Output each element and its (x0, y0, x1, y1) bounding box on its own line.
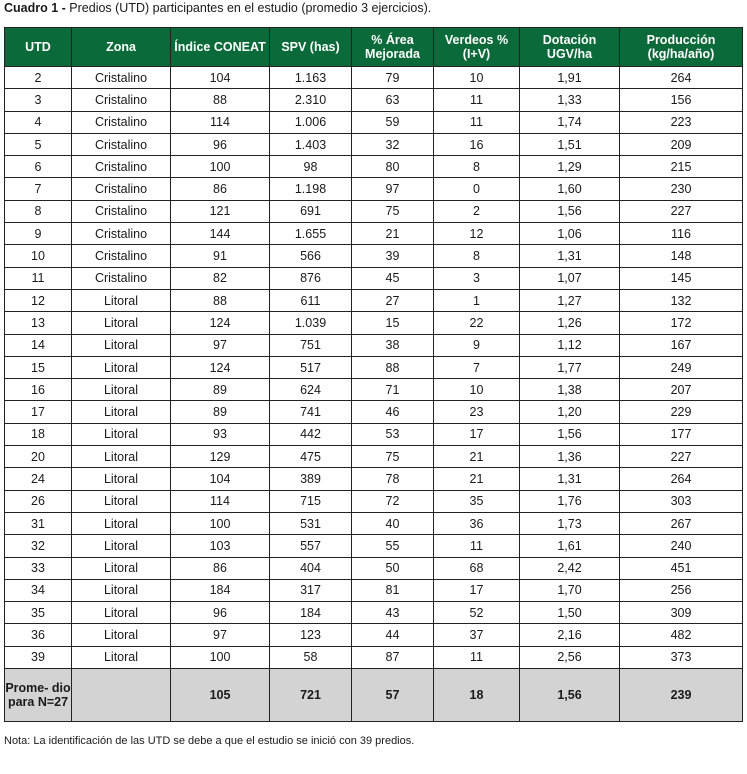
table-cell: 86 (171, 557, 270, 579)
table-cell: 79 (352, 67, 434, 89)
table-cell: 31 (5, 512, 72, 534)
table-cell: 2 (434, 200, 520, 222)
table-cell: 100 (171, 646, 270, 668)
table-cell: 1,91 (520, 67, 620, 89)
table-cell: Litoral (72, 446, 171, 468)
table-cell: 227 (620, 200, 743, 222)
table-cell: Litoral (72, 423, 171, 445)
average-cell: 1,56 (520, 669, 620, 722)
table-cell: 88 (171, 289, 270, 311)
table-cell: 34 (5, 579, 72, 601)
table-cell: 249 (620, 356, 743, 378)
table-cell: Litoral (72, 379, 171, 401)
table-row (5, 334, 743, 356)
table-cell: 114 (171, 490, 270, 512)
table-cell: 389 (270, 468, 352, 490)
table-cell: 32 (5, 535, 72, 557)
table-cell: 36 (5, 624, 72, 646)
header-cell: Verdeos % (I+V) (434, 28, 520, 67)
table-cell: 209 (620, 133, 743, 155)
average-cell: 721 (270, 669, 352, 722)
table-cell: 132 (620, 289, 743, 311)
average-cell (72, 669, 171, 722)
table-cell: 566 (270, 245, 352, 267)
table-cell: 124 (171, 312, 270, 334)
table-cell: 21 (434, 446, 520, 468)
table-cell: 10 (434, 67, 520, 89)
table-cell: 75 (352, 200, 434, 222)
table-cell: 98 (270, 156, 352, 178)
table-cell: 80 (352, 156, 434, 178)
table-cell: Cristalino (72, 67, 171, 89)
table-cell: 52 (434, 602, 520, 624)
table-cell: Cristalino (72, 178, 171, 200)
table-cell: 691 (270, 200, 352, 222)
table-cell: 39 (5, 646, 72, 668)
caption-text: Predios (UTD) participantes en el estudio (promedio 3 ejercicios). (65, 1, 432, 15)
table-cell: 7 (5, 178, 72, 200)
table-cell: 1,31 (520, 468, 620, 490)
table-cell: 145 (620, 267, 743, 289)
table-cell: 23 (434, 401, 520, 423)
table-cell: 267 (620, 512, 743, 534)
header-cell: Dotación UGV/ha (520, 28, 620, 67)
average-cell: 105 (171, 669, 270, 722)
table-row (5, 223, 743, 245)
table-cell: 207 (620, 379, 743, 401)
header-row (5, 28, 743, 67)
table-cell: Cristalino (72, 89, 171, 111)
table-cell: 475 (270, 446, 352, 468)
table-cell: Litoral (72, 490, 171, 512)
table-cell: 3 (434, 267, 520, 289)
table-cell: 751 (270, 334, 352, 356)
average-cell: Prome- dio para N=27 (5, 669, 72, 722)
header-cell: SPV (has) (270, 28, 352, 67)
table-cell: Litoral (72, 602, 171, 624)
table-cell: 17 (5, 401, 72, 423)
table-cell: 1.006 (270, 111, 352, 133)
table-cell: 1.039 (270, 312, 352, 334)
table-cell: 12 (5, 289, 72, 311)
table-cell: 5 (5, 133, 72, 155)
table-cell: 11 (434, 535, 520, 557)
table-cell: 103 (171, 535, 270, 557)
table-row (5, 624, 743, 646)
table-cell: 317 (270, 579, 352, 601)
average-row (5, 669, 743, 722)
table-cell: Litoral (72, 535, 171, 557)
table-cell: Litoral (72, 468, 171, 490)
table-cell: 15 (352, 312, 434, 334)
table-row (5, 156, 743, 178)
table-cell: 172 (620, 312, 743, 334)
table-cell: 17 (434, 423, 520, 445)
table-cell: 148 (620, 245, 743, 267)
table-row (5, 512, 743, 534)
table-cell: 229 (620, 401, 743, 423)
table-cell: 20 (5, 446, 72, 468)
table-cell: 88 (171, 89, 270, 111)
table-row (5, 401, 743, 423)
header-cell: % Área Mejorada (352, 28, 434, 67)
table-cell: Litoral (72, 512, 171, 534)
table-cell: 71 (352, 379, 434, 401)
table-cell: 100 (171, 512, 270, 534)
table-cell: 40 (352, 512, 434, 534)
table-cell: 96 (171, 602, 270, 624)
average-cell: 239 (620, 669, 743, 722)
header-cell: Zona (72, 28, 171, 67)
table-cell: 177 (620, 423, 743, 445)
table-cell: 223 (620, 111, 743, 133)
table-cell: 2,16 (520, 624, 620, 646)
table-caption (4, 0, 431, 16)
table-cell: 1,06 (520, 223, 620, 245)
header-cell: Producción (kg/ha/año) (620, 28, 743, 67)
table-cell: 0 (434, 178, 520, 200)
table-row (5, 200, 743, 222)
table-cell: Cristalino (72, 111, 171, 133)
header-cell: UTD (5, 28, 72, 67)
table-row (5, 111, 743, 133)
table-row (5, 646, 743, 668)
table-cell: 37 (434, 624, 520, 646)
table-cell: 215 (620, 156, 743, 178)
table-row (5, 490, 743, 512)
table-cell: 82 (171, 267, 270, 289)
table-cell: 8 (434, 156, 520, 178)
table-cell: 46 (352, 401, 434, 423)
table-cell: Cristalino (72, 245, 171, 267)
table-row (5, 602, 743, 624)
table-cell: 309 (620, 602, 743, 624)
table-cell: 87 (352, 646, 434, 668)
table-cell: 93 (171, 423, 270, 445)
table-cell: 21 (434, 468, 520, 490)
table-cell: 1,31 (520, 245, 620, 267)
table-cell: 50 (352, 557, 434, 579)
table-cell: 24 (5, 468, 72, 490)
table-cell: 1,70 (520, 579, 620, 601)
table-cell: 53 (352, 423, 434, 445)
table-cell: 43 (352, 602, 434, 624)
table-cell: 1,36 (520, 446, 620, 468)
table-cell: 227 (620, 446, 743, 468)
table-cell: 1.198 (270, 178, 352, 200)
table-cell: 72 (352, 490, 434, 512)
table-cell: 264 (620, 468, 743, 490)
table-cell: 11 (434, 646, 520, 668)
table-cell: 6 (5, 156, 72, 178)
table-row (5, 535, 743, 557)
table-row (5, 579, 743, 601)
table-cell: Litoral (72, 646, 171, 668)
table-cell: 404 (270, 557, 352, 579)
table-cell: 184 (270, 602, 352, 624)
table-cell: 17 (434, 579, 520, 601)
table-cell: 36 (434, 512, 520, 534)
table-cell: 715 (270, 490, 352, 512)
table-cell: 12 (434, 223, 520, 245)
table-row (5, 267, 743, 289)
table-cell: 39 (352, 245, 434, 267)
table-cell: 10 (5, 245, 72, 267)
table-cell: 27 (352, 289, 434, 311)
table-cell: 303 (620, 490, 743, 512)
table-cell: 1,33 (520, 89, 620, 111)
table-cell: Litoral (72, 557, 171, 579)
table-cell: 13 (5, 312, 72, 334)
table-cell: 2 (5, 67, 72, 89)
table-cell: 482 (620, 624, 743, 646)
table-cell: 624 (270, 379, 352, 401)
table-cell: 45 (352, 267, 434, 289)
table-cell: 1,50 (520, 602, 620, 624)
average-cell: 18 (434, 669, 520, 722)
table-cell: 1.163 (270, 67, 352, 89)
table-cell: 1,77 (520, 356, 620, 378)
table-row (5, 379, 743, 401)
table-cell: 116 (620, 223, 743, 245)
table-cell: 11 (5, 267, 72, 289)
table-cell: 7 (434, 356, 520, 378)
data-table (4, 27, 743, 722)
table-row (5, 356, 743, 378)
table-cell: Litoral (72, 401, 171, 423)
table-cell: 59 (352, 111, 434, 133)
table-cell: Cristalino (72, 156, 171, 178)
table-row (5, 557, 743, 579)
table-cell: 240 (620, 535, 743, 557)
table-cell: 89 (171, 401, 270, 423)
table-cell: 97 (352, 178, 434, 200)
table-cell: 1.403 (270, 133, 352, 155)
table-cell: 86 (171, 178, 270, 200)
table-cell: 373 (620, 646, 743, 668)
table-cell: 63 (352, 89, 434, 111)
table-cell: Litoral (72, 356, 171, 378)
table-cell: 167 (620, 334, 743, 356)
table-cell: 96 (171, 133, 270, 155)
table-cell: 121 (171, 200, 270, 222)
table-cell: 75 (352, 446, 434, 468)
table-row (5, 89, 743, 111)
table-cell: 10 (434, 379, 520, 401)
table-cell: 1,73 (520, 512, 620, 534)
table-cell: 156 (620, 89, 743, 111)
table-cell: 35 (5, 602, 72, 624)
table-cell: 1,76 (520, 490, 620, 512)
table-cell: 4 (5, 111, 72, 133)
table-row (5, 423, 743, 445)
table-cell: 104 (171, 468, 270, 490)
table-cell: 16 (5, 379, 72, 401)
table-cell: 114 (171, 111, 270, 133)
table-cell: 14 (5, 334, 72, 356)
table-cell: 8 (5, 200, 72, 222)
table-cell: 44 (352, 624, 434, 646)
table-cell: 741 (270, 401, 352, 423)
table-cell: Litoral (72, 334, 171, 356)
table-cell: 2.310 (270, 89, 352, 111)
table-cell: 1,56 (520, 200, 620, 222)
table-cell: 88 (352, 356, 434, 378)
table-cell: 2,42 (520, 557, 620, 579)
table-cell: 8 (434, 245, 520, 267)
table-cell: 1,38 (520, 379, 620, 401)
table-cell: 97 (171, 334, 270, 356)
table-cell: 97 (171, 624, 270, 646)
table-cell: 22 (434, 312, 520, 334)
table-cell: 1,61 (520, 535, 620, 557)
table-row (5, 133, 743, 155)
table-cell: 32 (352, 133, 434, 155)
average-cell: 57 (352, 669, 434, 722)
table-cell: 78 (352, 468, 434, 490)
table-cell: 264 (620, 67, 743, 89)
table-cell: 3 (5, 89, 72, 111)
table-cell: 2,56 (520, 646, 620, 668)
table-cell: 33 (5, 557, 72, 579)
table-cell: 35 (434, 490, 520, 512)
table-cell: Litoral (72, 624, 171, 646)
table-cell: 21 (352, 223, 434, 245)
table-cell: 11 (434, 89, 520, 111)
table-row (5, 468, 743, 490)
table-cell: Cristalino (72, 133, 171, 155)
table-cell: 1,26 (520, 312, 620, 334)
table-cell: 123 (270, 624, 352, 646)
table-cell: 89 (171, 379, 270, 401)
table-cell: 1,60 (520, 178, 620, 200)
table-cell: 611 (270, 289, 352, 311)
header-cell: Índice CONEAT (171, 28, 270, 67)
table-row (5, 312, 743, 334)
table-cell: Litoral (72, 289, 171, 311)
table-cell: 184 (171, 579, 270, 601)
table-cell: 1,74 (520, 111, 620, 133)
table-cell: 15 (5, 356, 72, 378)
table-cell: 38 (352, 334, 434, 356)
table-cell: 81 (352, 579, 434, 601)
table-cell: 451 (620, 557, 743, 579)
table-cell: 16 (434, 133, 520, 155)
table-cell: 230 (620, 178, 743, 200)
table-cell: 531 (270, 512, 352, 534)
table-cell: Litoral (72, 312, 171, 334)
table-row (5, 289, 743, 311)
table-cell: Litoral (72, 579, 171, 601)
table-cell: Cristalino (72, 200, 171, 222)
table-cell: 256 (620, 579, 743, 601)
table-cell: 1,51 (520, 133, 620, 155)
table-cell: 1,27 (520, 289, 620, 311)
table-cell: 58 (270, 646, 352, 668)
table-row (5, 245, 743, 267)
table-cell: 18 (5, 423, 72, 445)
table-cell: 557 (270, 535, 352, 557)
caption-label: Cuadro 1 - (4, 1, 66, 15)
table-cell: 100 (171, 156, 270, 178)
table-cell: 1,07 (520, 267, 620, 289)
table-cell: 55 (352, 535, 434, 557)
table-cell: 1,12 (520, 334, 620, 356)
table-cell: 11 (434, 111, 520, 133)
table-cell: 1.655 (270, 223, 352, 245)
table-row (5, 67, 743, 89)
table-cell: 1,29 (520, 156, 620, 178)
table-cell: 124 (171, 356, 270, 378)
table-cell: 144 (171, 223, 270, 245)
table-row (5, 178, 743, 200)
table-cell: 442 (270, 423, 352, 445)
table-row (5, 446, 743, 468)
table-body (5, 67, 743, 722)
table-cell: 26 (5, 490, 72, 512)
table-cell: 9 (5, 223, 72, 245)
table-cell: 1 (434, 289, 520, 311)
table-cell: 91 (171, 245, 270, 267)
table-cell: 517 (270, 356, 352, 378)
table-cell: 104 (171, 67, 270, 89)
table-cell: 129 (171, 446, 270, 468)
table-cell: 1,20 (520, 401, 620, 423)
table-cell: Cristalino (72, 267, 171, 289)
table-cell: Cristalino (72, 223, 171, 245)
table-cell: 68 (434, 557, 520, 579)
table-cell: 1,56 (520, 423, 620, 445)
table-cell: 876 (270, 267, 352, 289)
table-cell: 9 (434, 334, 520, 356)
table-note: Nota: La identificación de las UTD se debe a que el estudio se inició con 39 predios. (4, 735, 415, 747)
